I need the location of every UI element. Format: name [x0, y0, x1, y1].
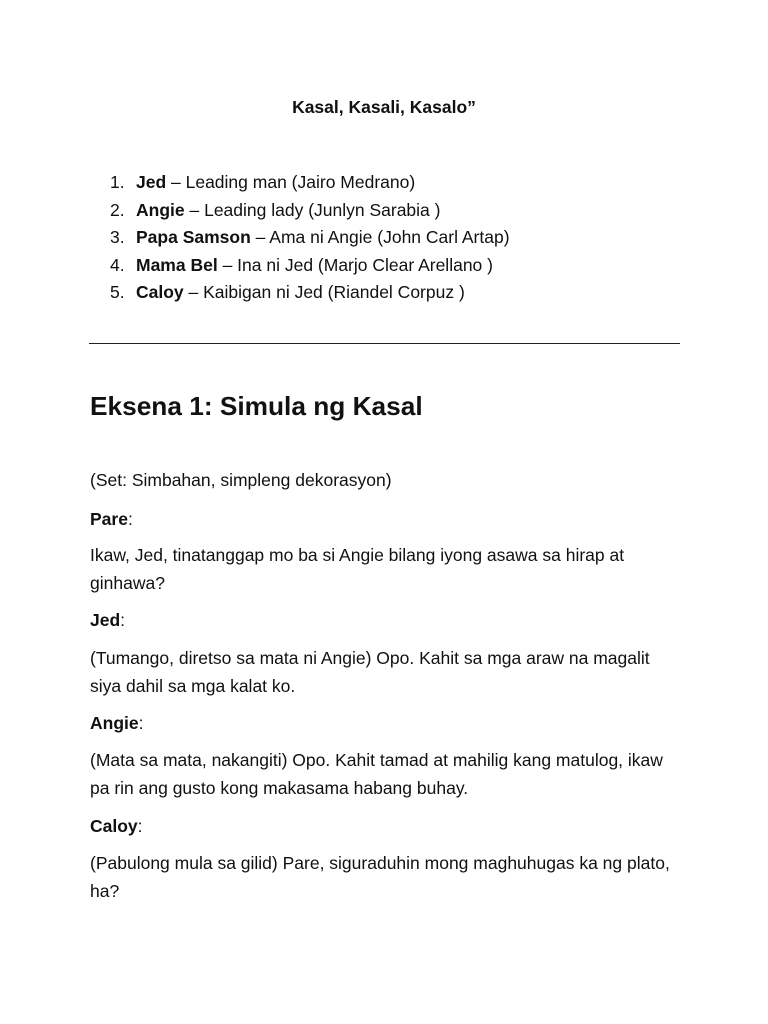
cast-list-item — [110, 279, 510, 307]
speaker-colon: : — [120, 610, 126, 630]
cast-name: Mama Bel — [136, 254, 218, 275]
cast-name: Jed — [136, 172, 167, 192]
dialogue-line: (Pabulong mula sa gilid) Pare, siguraduhin mong maghuhugas ka ng plato, ha? — [90, 853, 670, 901]
scene-heading: Eksena 1: Simula ng Kasal — [90, 391, 423, 421]
cast-list-item — [110, 224, 510, 252]
cast-list-item — [110, 169, 510, 197]
cast-role: – Ina ni Jed (Marjo Clear Arellano ) — [217, 254, 493, 275]
cast-role: – Leading lady (Junlyn Sarabia ) — [184, 199, 441, 220]
document-title: Kasal, Kasali, Kasalo” — [292, 97, 476, 117]
cast-number: 4. — [110, 254, 125, 275]
speaker-name: Pare — [90, 509, 128, 529]
speaker-name: Angie — [90, 713, 139, 733]
dialogue-line: (Tumango, diretso sa mata ni Angie) Opo. Kahit sa mga araw na magalit siya dahil sa mga kalat ko. — [90, 648, 650, 696]
cast-number: 1. — [110, 172, 125, 192]
speaker-colon: : — [137, 816, 143, 836]
speaker-colon: : — [127, 509, 133, 529]
cast-role: – Ama ni Angie (John Carl Artap) — [250, 227, 510, 247]
cast-list-item — [110, 197, 510, 225]
cast-name: Papa Samson — [136, 227, 251, 247]
dialogue-line: (Mata sa mata, nakangiti) Opo. Kahit tamad at mahilig kang matulog, ikaw pa rin ang gusto kong makasama habang buhay. — [90, 750, 663, 798]
cast-number: 3. — [110, 227, 125, 247]
speaker-label — [90, 709, 680, 737]
speaker-label — [90, 812, 680, 840]
speaker-label — [90, 505, 680, 533]
cast-role: – Leading man (Jairo Medrano) — [166, 172, 416, 192]
cast-role: – Kaibigan ni Jed (Riandel Corpuz ) — [183, 282, 465, 302]
cast-list — [110, 169, 510, 307]
speaker-label — [90, 606, 680, 634]
speaker-name: Caloy — [90, 816, 138, 836]
speaker-name: Jed — [90, 610, 121, 630]
cast-name: Caloy — [136, 282, 184, 302]
dialogue-line: Ikaw, Jed, tinatanggap mo ba si Angie bilang iyong asawa sa hirap at ginhawa? — [90, 545, 625, 593]
horizontal-divider — [89, 343, 680, 344]
cast-number: 2. — [110, 199, 125, 220]
speaker-colon: : — [138, 713, 144, 733]
cast-number: 5. — [110, 282, 125, 302]
set-direction: (Set: Simbahan, simpleng dekorasyon) — [90, 470, 392, 490]
cast-name: Angie — [136, 199, 185, 220]
cast-list-item — [110, 252, 510, 280]
